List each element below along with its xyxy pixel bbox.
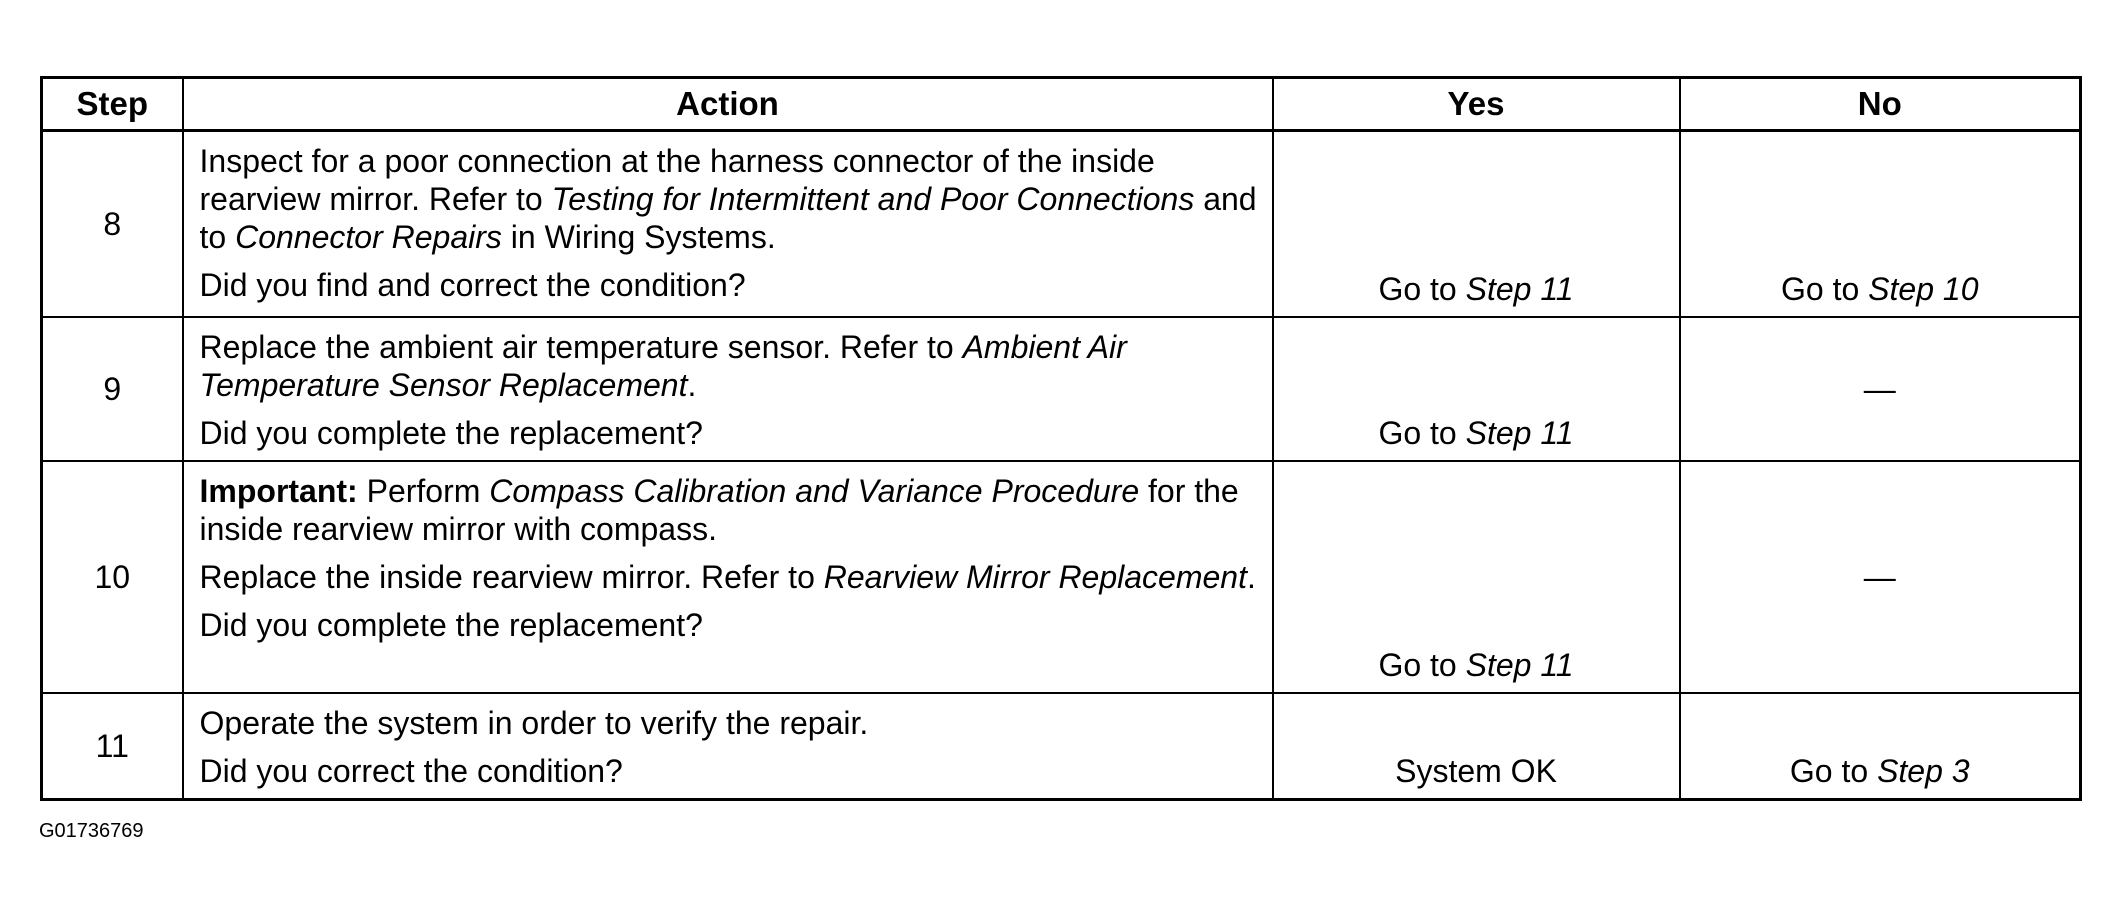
emphasis-text: Step 3 bbox=[1877, 752, 1970, 789]
text-run: Operate the system in order to verify the repair. bbox=[199, 704, 869, 741]
header-no: No bbox=[1680, 78, 2081, 131]
action-paragraph bbox=[200, 328, 1258, 404]
text-run: Perform bbox=[357, 472, 490, 509]
emphasis-text: Step 11 bbox=[1465, 646, 1574, 683]
table-row bbox=[42, 693, 2081, 800]
action-paragraph bbox=[200, 414, 1258, 452]
action-paragraph bbox=[200, 704, 1258, 742]
table-row bbox=[42, 131, 2081, 317]
table-row bbox=[42, 317, 2081, 461]
table-row bbox=[42, 461, 2081, 693]
diagnostic-table bbox=[40, 76, 2082, 801]
text-run: Did you complete the replacement? bbox=[199, 606, 703, 643]
header-step: Step bbox=[42, 78, 183, 131]
text-run: Replace the ambient air temperature sensor. Refer to bbox=[199, 328, 963, 365]
action-paragraph bbox=[200, 142, 1258, 256]
action-paragraph bbox=[200, 472, 1258, 548]
text-run: Did you correct the condition? bbox=[199, 752, 623, 789]
yes-result bbox=[1273, 461, 1680, 693]
text-run: Go to bbox=[1378, 270, 1466, 307]
action-paragraph bbox=[200, 606, 1258, 644]
text-run: for the inside rearview mirror with compass. bbox=[199, 472, 1239, 547]
action-paragraph bbox=[200, 266, 1258, 304]
emphasis-text: Step 10 bbox=[1868, 270, 1979, 307]
step-number: 11 bbox=[42, 693, 183, 800]
step-number: 8 bbox=[42, 131, 183, 317]
no-result bbox=[1680, 693, 2081, 800]
yes-result bbox=[1273, 317, 1680, 461]
text-run: and to bbox=[199, 181, 1257, 255]
text-run: Inspect for a poor connection at the harness connector of the inside rearview mirror. Refer to bbox=[199, 143, 1155, 217]
no-result bbox=[1680, 131, 2081, 317]
action-cell bbox=[183, 131, 1273, 317]
header-action: Action bbox=[183, 78, 1273, 131]
emphasis-text: Connector Repairs bbox=[235, 219, 502, 255]
action-cell bbox=[183, 693, 1273, 800]
header-yes: Yes bbox=[1273, 78, 1680, 131]
text-run: . bbox=[687, 366, 697, 403]
text-run: Did you find and correct the condition? bbox=[199, 267, 746, 303]
emphasis-text: Step 11 bbox=[1465, 270, 1574, 307]
bold-label: Important: bbox=[199, 472, 358, 509]
text-run: Go to bbox=[1378, 414, 1466, 451]
header-row bbox=[42, 78, 2081, 131]
emphasis-text: Step 11 bbox=[1465, 414, 1574, 451]
text-run: Did you complete the replacement? bbox=[199, 414, 703, 451]
text-run: Go to bbox=[1789, 752, 1878, 789]
text-run: Replace the inside rearview mirror. Refer to bbox=[199, 558, 824, 595]
emphasis-text: Compass Calibration and Variance Procedure bbox=[489, 472, 1140, 509]
step-number: 10 bbox=[42, 461, 183, 693]
emphasis-text: Rearview Mirror Replacement bbox=[823, 558, 1247, 595]
no-result: — bbox=[1680, 317, 2081, 461]
action-cell bbox=[183, 461, 1273, 693]
emphasis-text: Testing for Intermittent and Poor Connections bbox=[551, 181, 1195, 217]
yes-result bbox=[1273, 693, 1680, 800]
text-run: System OK bbox=[1395, 752, 1557, 789]
text-run: Go to bbox=[1781, 270, 1869, 307]
text-run: . bbox=[1246, 558, 1256, 595]
figure-id: G01736769 bbox=[39, 820, 144, 842]
action-cell bbox=[183, 317, 1273, 461]
no-result: — bbox=[1680, 461, 2081, 693]
action-paragraph bbox=[200, 558, 1258, 596]
emphasis-text: Ambient Air Temperature Sensor Replacement bbox=[199, 328, 1127, 403]
step-number: 9 bbox=[42, 317, 183, 461]
action-paragraph bbox=[200, 752, 1258, 790]
yes-result bbox=[1273, 131, 1680, 317]
text-run: Go to bbox=[1378, 646, 1466, 683]
text-run: in Wiring Systems. bbox=[501, 219, 776, 255]
